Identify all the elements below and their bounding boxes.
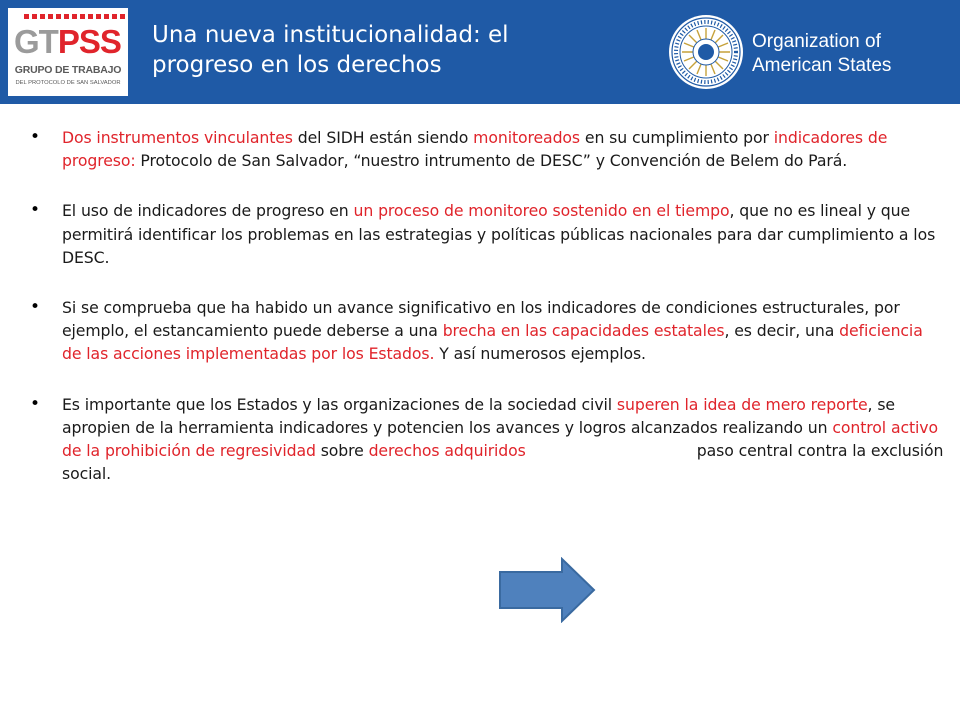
body-text: , que no es lineal y que permitirá identificar los problemas en las estrategias y políticas públicas nacionales para dar cumplimiento a los DESC. [62, 201, 936, 267]
bullet-dot-icon: • [30, 393, 41, 414]
body-text: paso central contra la exclusión social. [62, 441, 944, 484]
bullet-item [30, 126, 946, 172]
oas-line2: American States [752, 55, 892, 76]
body-text: del SIDH están siendo [292, 128, 474, 147]
highlight-text: derechos adquiridos [368, 441, 526, 461]
body-text: Protocolo de San Salvador, “nuestro intrumento de DESC” y Convención de Belem do Pará. [135, 151, 848, 171]
highlight-text: un proceso de monitoreo sostenido en el tiempo [353, 201, 730, 221]
slide-header [0, 0, 960, 104]
bullet-item [30, 296, 946, 366]
highlight-text: deficiencia de las acciones implementadas por los Estados. [62, 321, 923, 364]
body-text: , se apropien de la herramienta indicadores y potencien los avances y logros alcanzados realizando un [62, 394, 895, 437]
bullet-dot-icon: • [30, 297, 41, 318]
highlight-text: monitoreados [473, 128, 580, 147]
oas-line1: Organization of [752, 31, 881, 52]
slide-title-line2: progreso en los derechos [152, 52, 442, 78]
body-text: en su cumplimiento por [580, 128, 774, 147]
bullet-item [30, 199, 946, 269]
body-text: El uso de indicadores de progreso en [62, 201, 354, 221]
highlight-text: Dos instrumentos vinculantes [62, 128, 293, 147]
body-text: , es decir, una [724, 321, 840, 341]
logo-dots-decoration [24, 14, 128, 19]
bullet-dot-icon: • [30, 200, 41, 221]
gtpss-logo-subtitle: GRUPO DE TRABAJO [14, 64, 122, 76]
highlight-text: brecha en las capacidades estatales [442, 321, 725, 341]
bullet-list [30, 126, 946, 512]
gtpss-logo-subtitle-small: DEL PROTOCOLO DE SAN SALVADOR [15, 80, 121, 86]
body-text: sobre [315, 441, 369, 461]
oas-seal-icon [668, 14, 744, 90]
bullet-text [62, 199, 946, 269]
right-arrow-icon [498, 557, 596, 623]
slide-title [152, 20, 612, 80]
bullet-item [30, 393, 946, 486]
body-text: Es importante que los Estados y las organizaciones de la sociedad civil [62, 394, 617, 414]
highlight-text: control activo de la prohibición de regresividad [62, 417, 938, 461]
slide-title-line1: Una nueva institucionalidad: el [152, 22, 509, 48]
bullet-text [62, 126, 946, 172]
bullet-text [62, 296, 946, 366]
bullet-dot-icon: • [30, 127, 41, 147]
highlight-text: indicadores de progreso: [62, 128, 888, 171]
body-text: Y así numerosos ejemplos. [434, 344, 646, 364]
oas-wordmark [752, 30, 942, 78]
body-text: Si se comprueba que ha habido un avance significativo en los indicadores de condiciones estructurales, por ejemplo, el estancamiento puede deberse a una [62, 298, 900, 341]
bullet-text [62, 393, 946, 486]
highlight-text: superen la idea de mero reporte [616, 394, 868, 414]
gtpss-logo-wordmark: GTPSS [14, 23, 121, 60]
gtpss-logo [8, 8, 128, 96]
